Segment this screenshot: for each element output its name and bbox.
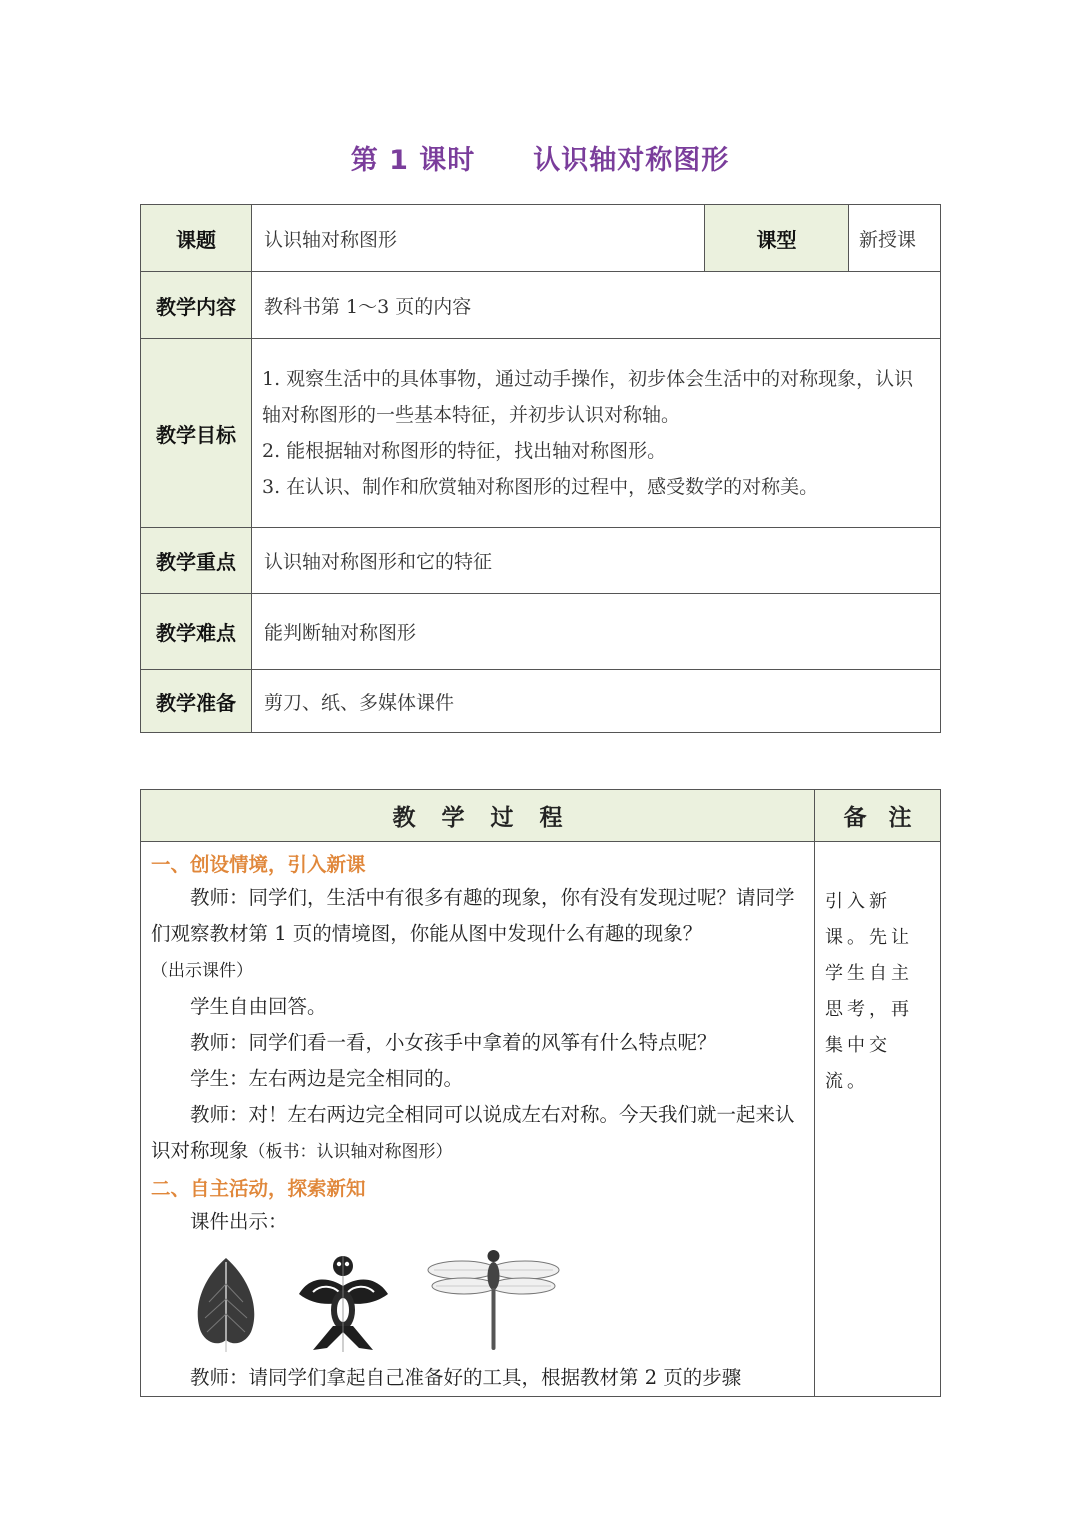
dragonfly-image bbox=[426, 1246, 561, 1354]
lesson-topic: 认识轴对称图形 bbox=[533, 145, 730, 176]
goal-item: 2. 能根据轴对称图形的特征，找出轴对称图形。 bbox=[262, 440, 667, 462]
process-body-row bbox=[141, 842, 941, 1397]
paragraph: 教师：请同学们拿起自己准备好的工具，根据教材第 2 页的步骤 bbox=[190, 1366, 742, 1389]
paragraph: 课件出示： bbox=[190, 1210, 288, 1233]
paragraph: 教师：同学们，生活中有很多有趣的现象，你有没有发现过呢？请同学们观察教材第 1 页的情境图，你能从图中发现什么有趣的现象？（出示课件） bbox=[151, 886, 795, 981]
type-value: 新授课 bbox=[849, 205, 941, 272]
page-title bbox=[0, 138, 1080, 177]
paragraph: 学生自由回答。 bbox=[190, 995, 327, 1018]
process-header: 教学过程 bbox=[141, 790, 815, 842]
subject-value: 认识轴对称图形 bbox=[252, 205, 705, 272]
section-heading: 二、自主活动，探索新知 bbox=[151, 1177, 366, 1200]
goals-list bbox=[252, 339, 941, 528]
info-row-content bbox=[141, 272, 941, 339]
focus-value: 认识轴对称图形和它的特征 bbox=[252, 528, 941, 594]
prep-label: 教学准备 bbox=[141, 670, 252, 733]
goals-label: 教学目标 bbox=[141, 339, 252, 528]
section-heading: 一、创设情境，引入新课 bbox=[151, 853, 366, 876]
paragraph-aside: （出示课件） bbox=[151, 961, 253, 981]
teaching-process-table bbox=[140, 789, 941, 1397]
lesson-number: 第 1 课时 bbox=[350, 145, 476, 176]
content-value: 教科书第 1～3 页的内容 bbox=[252, 272, 941, 339]
process-body bbox=[141, 842, 815, 1397]
info-row-subject bbox=[141, 205, 941, 272]
process-header-row bbox=[141, 790, 941, 842]
prep-value: 剪刀、纸、多媒体课件 bbox=[252, 670, 941, 733]
focus-label: 教学重点 bbox=[141, 528, 252, 594]
lesson-info-table bbox=[140, 204, 941, 733]
notes-body: 引入新课。先让学生自主思考，再集中交流。 bbox=[815, 842, 941, 1397]
goal-item: 3. 在认识、制作和欣赏轴对称图形的过程中，感受数学的对称美。 bbox=[262, 476, 819, 498]
paragraph: 教师：同学们看一看，小女孩手中拿着的风筝有什么特点呢？ bbox=[190, 1031, 717, 1054]
info-row-goals bbox=[141, 339, 941, 528]
notes-header: 备注 bbox=[815, 790, 941, 842]
paragraph: 教师：对！左右两边完全相同可以说成左右对称。今天我们就一起来认识对称现象（板书：认识轴对称图形） bbox=[151, 1103, 795, 1162]
info-row-prep bbox=[141, 670, 941, 733]
difficulty-label: 教学难点 bbox=[141, 594, 252, 670]
goal-item: 1. 观察生活中的具体事物，通过动手操作，初步体会生活中的对称现象，认识轴对称图形的一些基本特征，并初步认识对称轴。 bbox=[262, 368, 914, 426]
paragraph: 学生：左右两边是完全相同的。 bbox=[190, 1067, 464, 1090]
content-label: 教学内容 bbox=[141, 272, 252, 339]
info-row-focus bbox=[141, 528, 941, 594]
subject-label: 课题 bbox=[141, 205, 252, 272]
leaf-image bbox=[191, 1254, 261, 1354]
type-label: 课型 bbox=[705, 205, 849, 272]
difficulty-value: 能判断轴对称图形 bbox=[252, 594, 941, 670]
kite-image bbox=[291, 1252, 396, 1354]
courseware-images bbox=[191, 1244, 804, 1354]
paragraph-aside: （板书：认识轴对称图形） bbox=[248, 1142, 453, 1162]
info-row-difficulty bbox=[141, 594, 941, 670]
